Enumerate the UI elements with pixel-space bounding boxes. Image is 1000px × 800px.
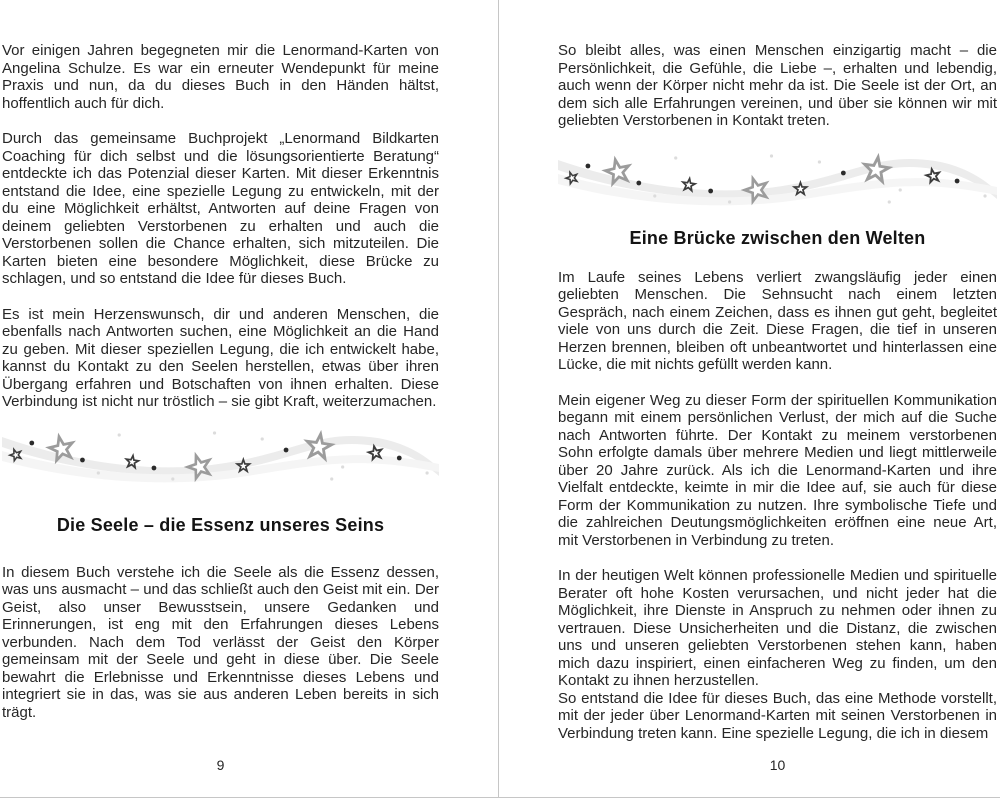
star-swoosh-icon: [2, 421, 439, 487]
page-left: [0, 0, 499, 797]
paragraph: Es ist mein Herzenswunsch, dir und anderen Menschen, die ebenfalls nach Antworten suchen, eine Möglichkeit an die Hand zu geben. Mit dieser speziellen Legung, die ich entwickelt habe, kannst du Kontakt zu den Seelen herstellen, etwas über ihren Übergang erfahren und Botschaften von ihnen erhalten. Diese Verbindung ist nicht nur tröstlich – sie gibt Kraft, weiterzumachen.: [2, 305, 439, 410]
page-number: 10: [769, 757, 786, 773]
star-swoosh-divider: [2, 421, 439, 487]
section-heading: Die Seele – die Essenz unseres Seins: [56, 514, 385, 535]
page-right: [499, 0, 1000, 797]
star-swoosh-icon: [558, 144, 997, 210]
paragraph: So entstand die Idee für dieses Buch, das eine Methode vorstellt, mit der jeder über Lenormand-Karten mit seinen Verstorbenen in Verbindung treten kann. Eine spezielle Legung, die ich in diesem: [558, 689, 997, 742]
paragraph: So bleibt alles, was einen Menschen einzigartig macht – die Persönlichkeit, die Gefühle, die Liebe –, erhalten und lebendig, auch wenn der Körper nicht mehr da ist. Die Seele ist der Ort, an dem sich alle Erfahrungen vereinen, und über sie können wir mit geliebten Verstorbenen in Kontakt treten.: [558, 42, 997, 129]
star-swoosh-divider: [558, 144, 997, 210]
paragraph: Mein eigener Weg zu dieser Form der spirituellen Kommunikation begann mit einem persönlichen Verlust, der mich auf die Suche nach Antworten führte. Der Kontakt zu meinem verstorbenen Sohn erfolgte damals über mehrere Medien und liegt mittlerweile über 20 Jahre zurück. Als ich die Lenormand-Karten und ihre Vielfalt entdeckte, keimte in mir die Idee auf, sie auch für diese Form der Kommunikation zu nutzen. Ihre symbolische Tiefe und die zahlreichen Deutungsmöglichkeiten eröffnen eine neue Art, mit Verstorbenen in Verbindung zu treten.: [558, 391, 997, 549]
paragraph: Im Laufe seines Lebens verliert zwangsläufig jeder einen geliebten Menschen. Die Sehnsucht nach einem letzten Gespräch, nach einem Zeichen, dass es ihnen gut geht, begleitet viele von uns durch die Zeit. Diese Fragen, die tief in unseren Herzen brennen, bleiben oft unbeantwortet und hinterlassen eine Lücke, die mit nichts gefüllt werden kann.: [558, 268, 997, 373]
paragraph: Vor einigen Jahren begegneten mir die Lenormand-Karten von Angelina Schulze. Es war ein erneuter Wendepunkt für meine Praxis und nun, da du dieses Buch in den Händen hältst, hoffentlich auch für dich.: [2, 42, 439, 112]
paragraph: In der heutigen Welt können professionelle Medien und spirituelle Berater oft hohe Kosten verursachen, und nicht jeder hat die Möglichkeit, ihre Dienste in Anspruch zu nehmen oder ihnen zu vertrauen. Diese Unsicherheiten und die Distanz, die zwischen uns und unseren geliebten Verstorbenen stehen kann, haben mich dazu inspiriert, einen einfacheren Weg zu finden, um den Kontakt zu ihnen herzustellen.: [558, 567, 997, 689]
paragraph: In diesem Buch verstehe ich die Seele als die Essenz dessen, was uns ausmacht – und das schließt auch den Geist mit ein. Der Geist, also unser Bewusstsein, unsere Gedanken und Erinnerungen, ist eng mit den Erfahrungen dieses Lebens verbunden. Nach dem Tod verlässt der Geist den Körper gemeinsam mit der Seele und geht in diese über. Die Seele bewahrt die Erlebnisse und Erkenntnisse dieses Lebens und integriert sie in das, was sie aus anderen Leben bereits in sich trägt.: [2, 563, 439, 721]
page-number: 9: [216, 757, 225, 773]
section-heading: Eine Brücke zwischen den Welten: [629, 227, 926, 248]
paragraph: Durch das gemeinsame Buchprojekt „Lenormand Bildkarten Coaching für dich selbst und die lösungsorientierte Beratung“ entdeckte ich das Potenzial dieser Karten. Mit dieser Erkenntnis entstand die Idee, eine spezielle Legung zu entwickeln, mit der du eine Möglichkeit erhältst, Antworten auf deine Fragen von deinem geliebten Verstorbenen zu erhalten und auch die Verstorbenen sollen die Chance erhalten, sich mitzuteilen. Die Karten bieten eine besondere Möglichkeit, diese Brücke zu schlagen, und so entstand die Idee für dieses Buch.: [2, 130, 439, 287]
